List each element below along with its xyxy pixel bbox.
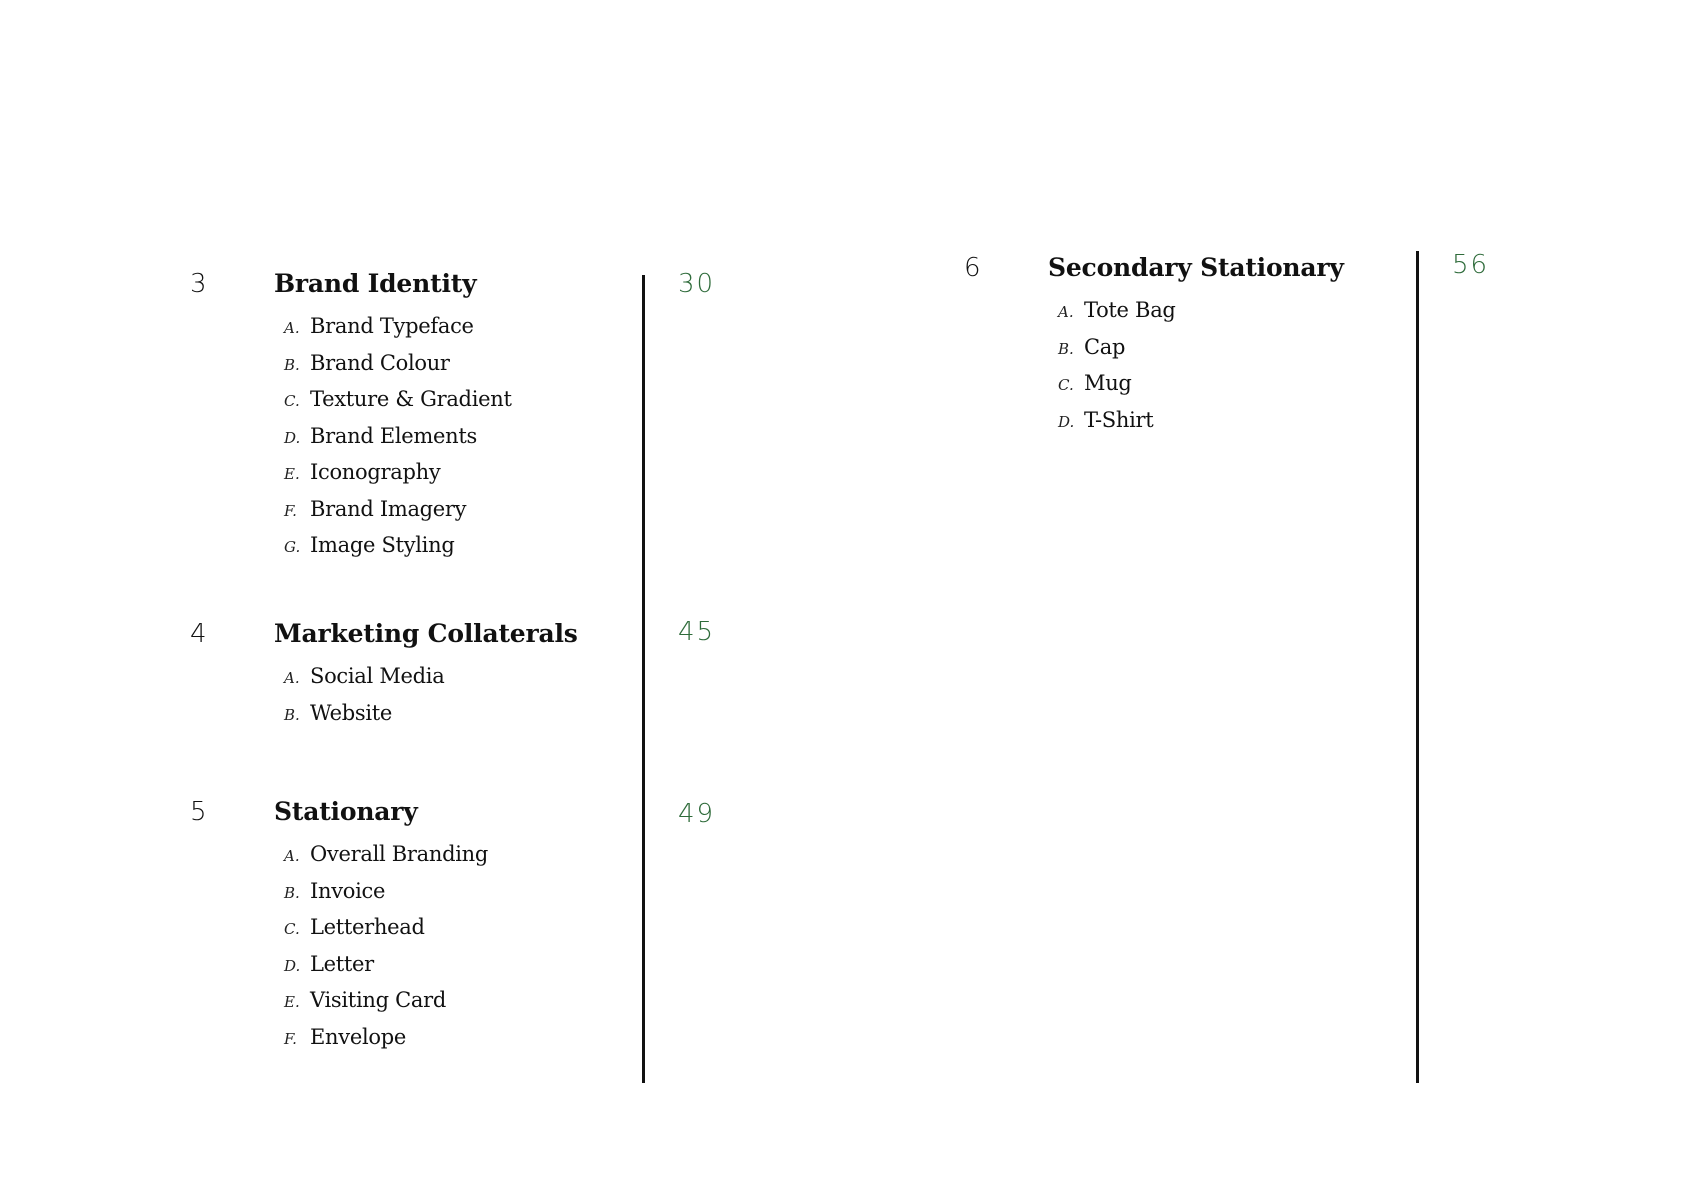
list-item[interactable] — [1058, 408, 1176, 445]
section-title[interactable]: Brand Identity — [274, 269, 477, 298]
item-label: Visiting Card — [310, 988, 446, 1012]
right-column-divider — [1416, 251, 1419, 1083]
item-letter: C. — [284, 392, 300, 410]
list-item[interactable] — [1058, 371, 1176, 408]
section-number: 4 — [190, 619, 207, 649]
page-number-brand-identity: 30 — [678, 269, 716, 299]
item-letter: B. — [1058, 339, 1074, 358]
section-title[interactable]: Stationary — [274, 797, 418, 826]
item-letter: C. — [1058, 376, 1074, 394]
item-letter: C. — [284, 920, 300, 938]
list-item[interactable] — [284, 387, 512, 424]
section-number: 6 — [964, 253, 981, 283]
item-label: Brand Colour — [310, 350, 450, 375]
item-label: Mug — [1084, 371, 1132, 395]
item-letter: E. — [284, 993, 300, 1011]
item-label: Cap — [1084, 334, 1126, 359]
section-title[interactable]: Secondary Stationary — [1048, 253, 1344, 282]
item-label: Image Styling — [310, 533, 455, 557]
list-item[interactable] — [284, 701, 444, 738]
list-item[interactable] — [284, 879, 488, 916]
page-number-secondary-stationary: 56 — [1452, 250, 1490, 280]
list-item[interactable] — [284, 915, 488, 952]
item-label: Iconography — [310, 460, 441, 484]
item-label: Brand Typeface — [310, 314, 474, 338]
item-label: Invoice — [310, 878, 386, 903]
item-letter: D. — [284, 956, 301, 975]
section-item-list — [284, 314, 512, 570]
item-letter: B. — [284, 355, 300, 374]
item-letter: B. — [284, 883, 300, 902]
list-item[interactable] — [284, 424, 512, 461]
item-label: Tote Bag — [1084, 298, 1176, 322]
item-letter: A. — [284, 319, 300, 337]
item-letter: E. — [284, 465, 300, 483]
left-column-divider — [642, 275, 645, 1083]
list-item[interactable] — [284, 460, 512, 497]
list-item[interactable] — [284, 314, 512, 351]
page-number-stationary: 49 — [678, 799, 716, 829]
item-letter: A. — [1058, 303, 1074, 321]
item-letter: F. — [284, 501, 297, 520]
item-letter: A. — [284, 847, 300, 865]
item-letter: G. — [284, 538, 301, 556]
list-item[interactable] — [284, 988, 488, 1025]
item-label: Envelope — [310, 1024, 406, 1049]
item-letter: F. — [284, 1029, 297, 1048]
list-item[interactable] — [284, 1025, 488, 1062]
item-label: Brand Imagery — [310, 496, 467, 521]
item-label: Letter — [310, 951, 374, 976]
list-item[interactable] — [284, 664, 444, 701]
item-letter: D. — [1058, 412, 1075, 431]
section-title[interactable]: Marketing Collaterals — [274, 619, 578, 648]
item-label: Social Media — [310, 664, 445, 688]
section-number: 5 — [190, 797, 207, 827]
list-item[interactable] — [284, 351, 512, 388]
list-item[interactable] — [284, 533, 512, 570]
list-item[interactable] — [284, 497, 512, 534]
item-label: Texture & Gradient — [310, 387, 512, 411]
item-label: Brand Elements — [310, 423, 477, 448]
section-number: 3 — [190, 269, 207, 299]
item-label: Overall Branding — [310, 842, 489, 866]
section-item-list — [284, 842, 488, 1061]
item-letter: A. — [284, 669, 300, 687]
item-label: Website — [310, 700, 393, 725]
item-letter: D. — [284, 428, 301, 447]
section-item-list — [284, 664, 444, 737]
list-item[interactable] — [284, 952, 488, 989]
item-letter: B. — [284, 705, 300, 724]
list-item[interactable] — [1058, 335, 1176, 372]
page-number-marketing-collaterals: 45 — [678, 617, 716, 647]
section-item-list — [1058, 298, 1176, 444]
item-label: Letterhead — [310, 915, 425, 939]
list-item[interactable] — [284, 842, 488, 879]
list-item[interactable] — [1058, 298, 1176, 335]
item-label: T-Shirt — [1084, 407, 1154, 432]
